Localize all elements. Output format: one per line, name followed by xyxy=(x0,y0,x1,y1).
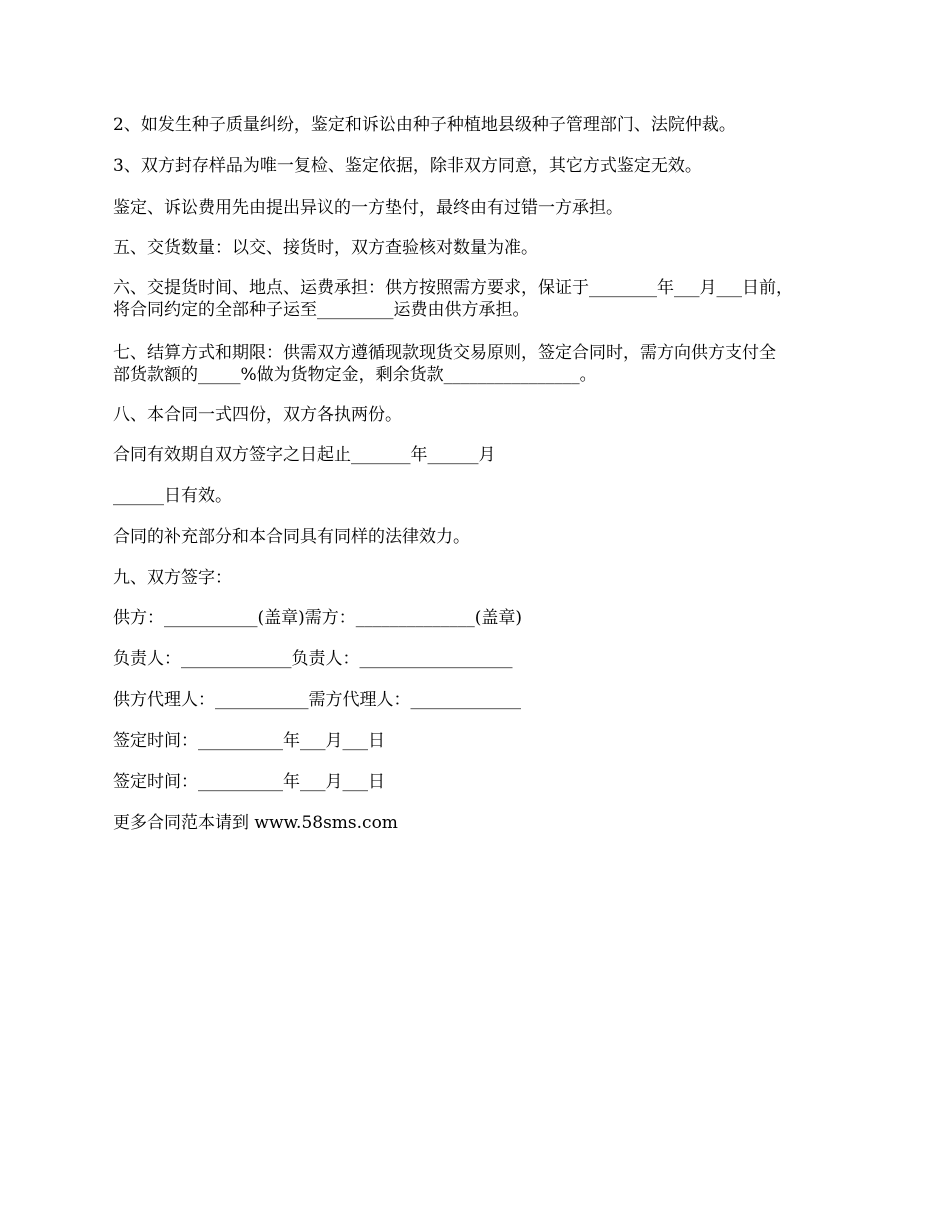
footer-more-templates: 更多合同范本请到 www.58sms.com xyxy=(113,813,398,833)
heading-signatures: 九、双方签字： xyxy=(113,568,232,588)
signature-date-2: 签定时间：__________年___月___日 xyxy=(113,772,385,792)
paragraph-validity-period: 合同有效期自双方签字之日起止_______年______月 xyxy=(113,445,496,465)
signature-date-1: 签定时间：__________年___月___日 xyxy=(113,731,385,751)
paragraph-settlement-line-2: 部货款额的_____%做为货物定金，剩余货款________________。 xyxy=(113,365,597,385)
signature-agents: 供方代理人：___________需方代理人：_____________ xyxy=(113,690,521,710)
signature-supplier-buyer: 供方：___________(盖章)需方：______________(盖章) xyxy=(113,608,523,628)
paragraph-delivery-time-line-1: 六、交提货时间、地点、运费承担：供方按照需方要求，保证于________年___月___日前， xyxy=(113,278,793,298)
paragraph-copies: 八、本合同一式四份，双方各执两份。 xyxy=(113,405,402,425)
paragraph-validity-day: ______日有效。 xyxy=(113,486,232,506)
paragraph-supplement: 合同的补充部分和本合同具有同样的法律效力。 xyxy=(113,527,470,547)
paragraph-delivery-time-line-2: 将合同约定的全部种子运至_________运费由供方承担。 xyxy=(113,300,530,320)
paragraph-settlement-line-1: 七、结算方式和期限：供需双方遵循现款现货交易原则，签定合同时，需方向供方支付全 xyxy=(113,343,776,363)
paragraph-sealed-sample: 3、双方封存样品为唯一复检、鉴定依据，除非双方同意，其它方式鉴定无效。 xyxy=(113,156,702,176)
signature-responsible-persons: 负责人：_____________负责人：__________________ xyxy=(113,649,513,669)
paragraph-seed-quality-dispute: 2、如发生种子质量纠纷，鉴定和诉讼由种子种植地县级种子管理部门、法院仲裁。 xyxy=(113,115,736,135)
paragraph-delivery-quantity: 五、交货数量：以交、接货时，双方查验核对数量为准。 xyxy=(113,238,538,258)
paragraph-litigation-cost: 鉴定、诉讼费用先由提出异议的一方垫付，最终由有过错一方承担。 xyxy=(113,198,623,218)
